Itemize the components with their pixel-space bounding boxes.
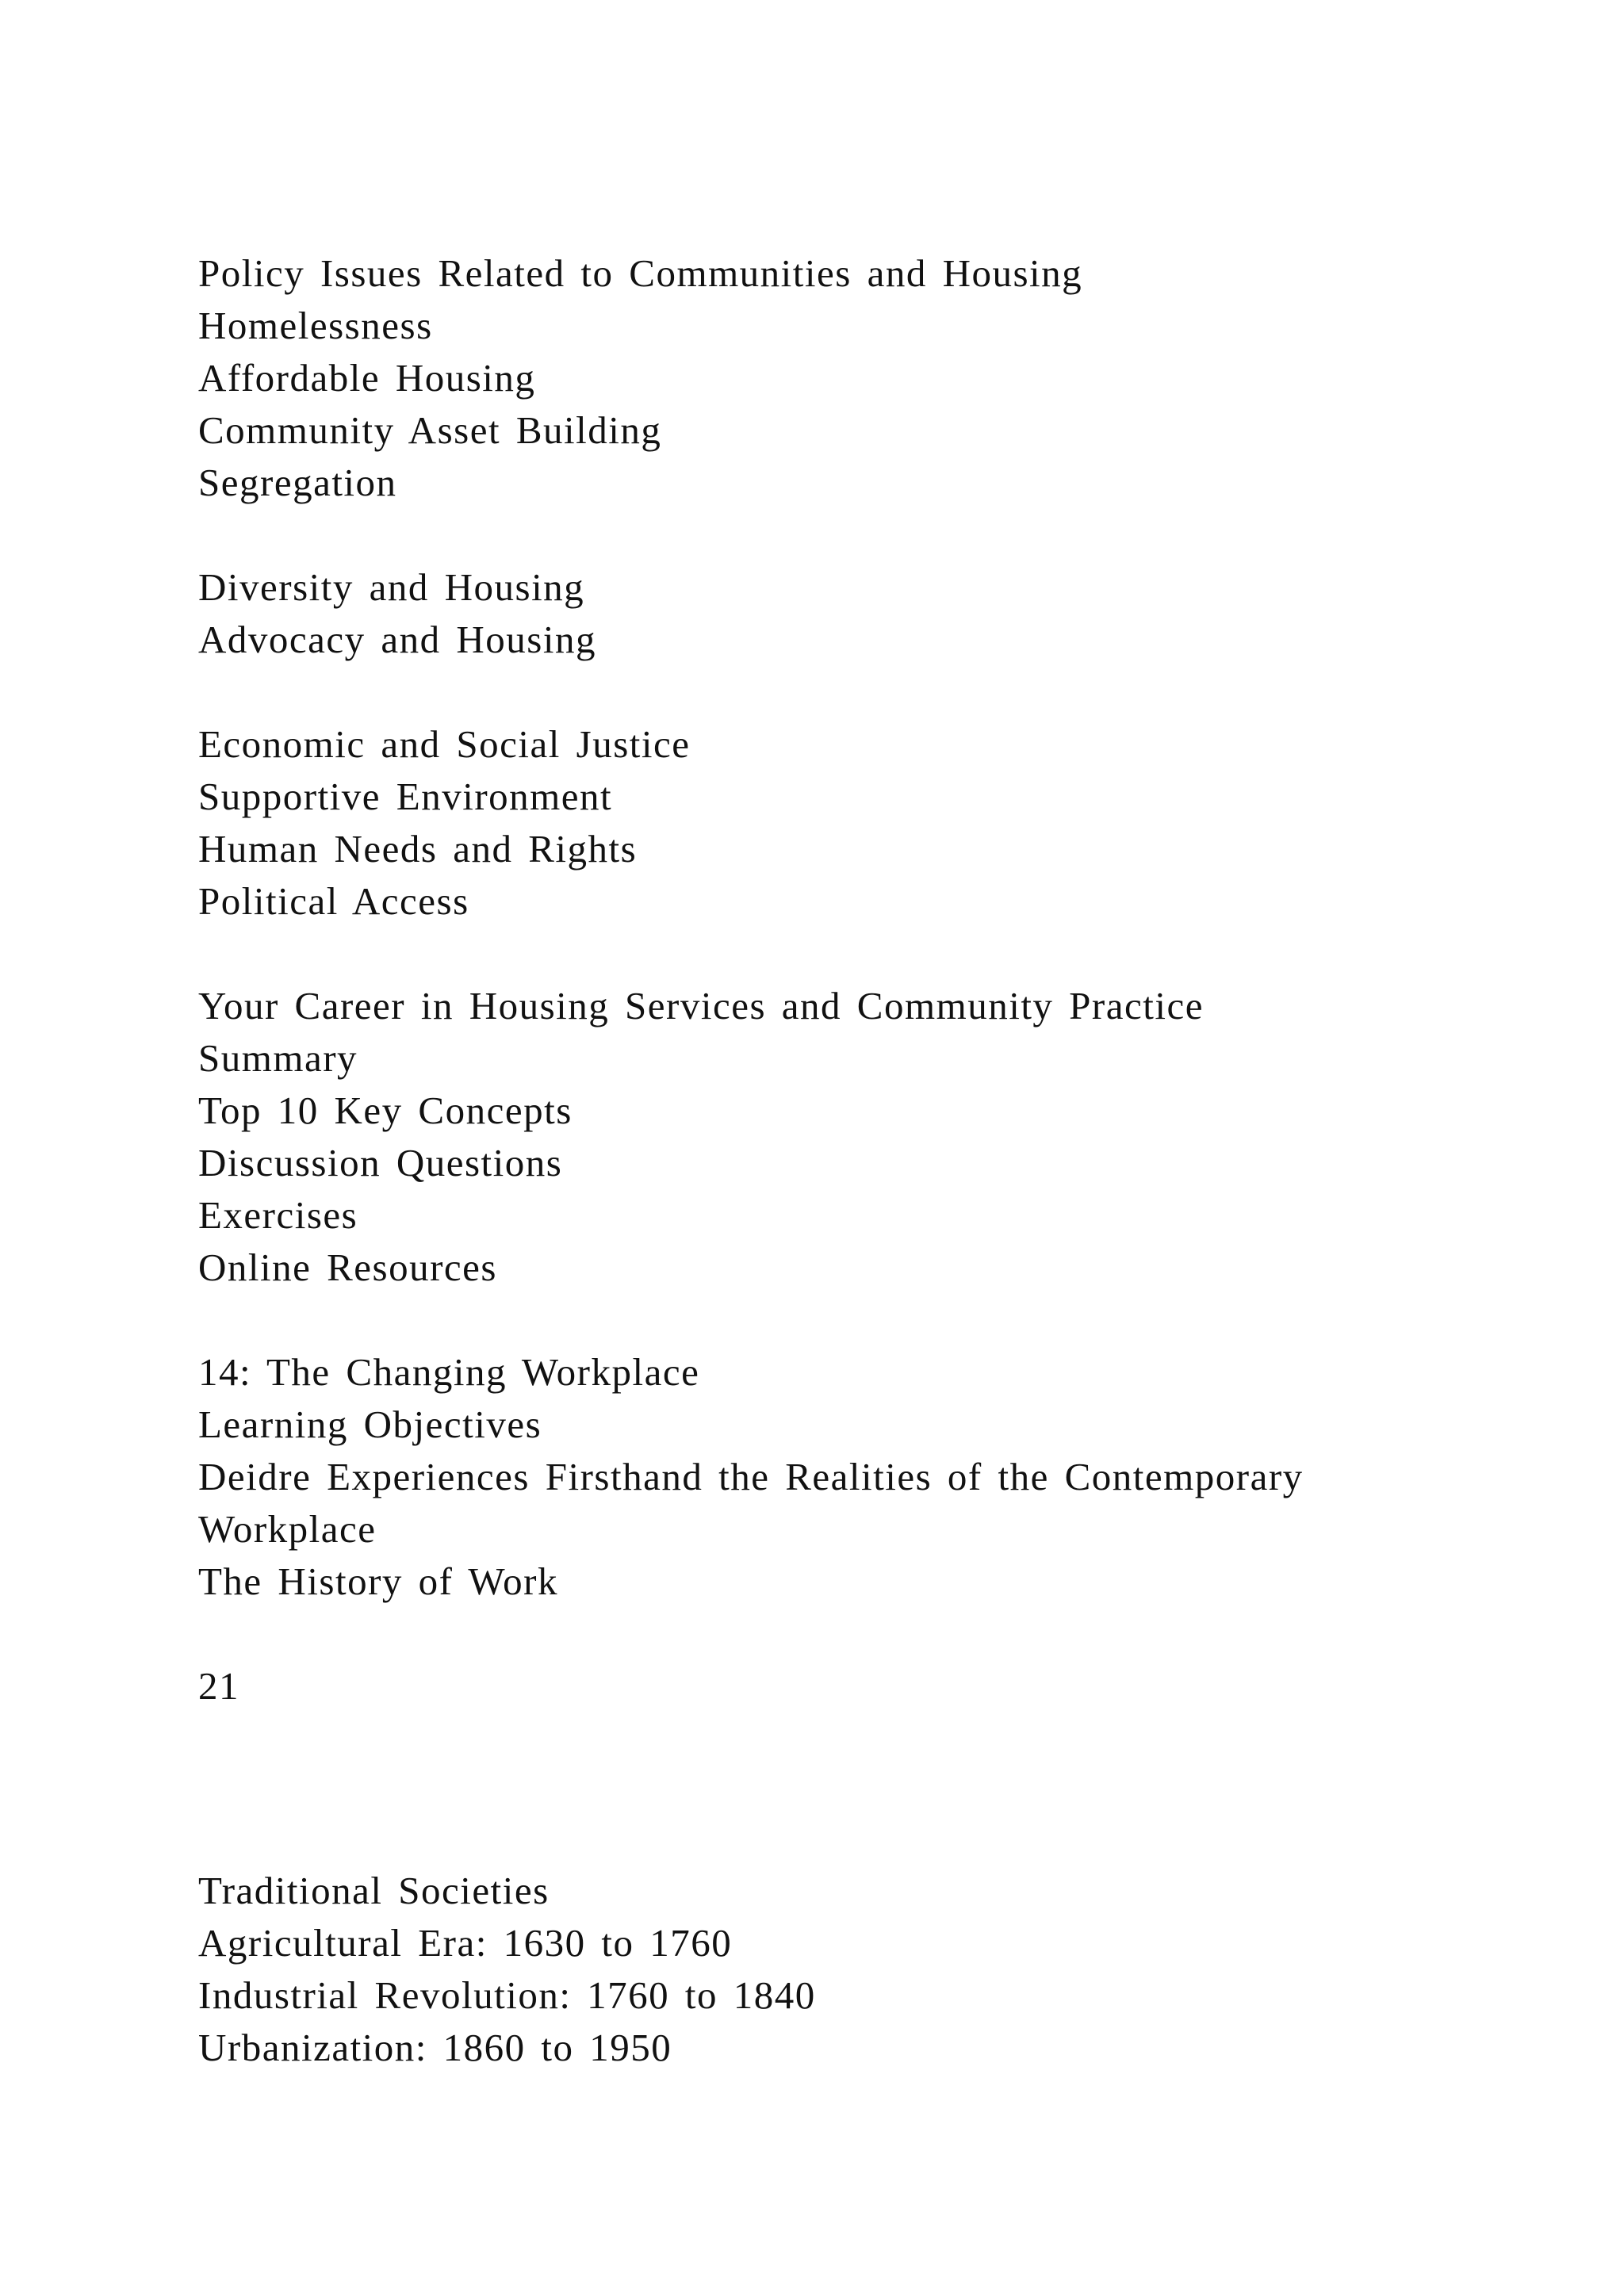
- list-item: Exercises: [198, 1193, 358, 1237]
- list-item: Your Career in Housing Services and Community Practice: [198, 984, 1204, 1027]
- list-item: Urbanization: 1860 to 1950: [198, 2026, 672, 2069]
- list-item: Diversity and Housing: [198, 565, 585, 609]
- list-item: Workplace: [198, 1507, 377, 1551]
- list-item: Deidre Experiences Firsthand the Realities of the Contemporary: [198, 1455, 1304, 1498]
- chapter-heading: 14: The Changing Workplace: [198, 1350, 700, 1394]
- list-item: Human Needs and Rights: [198, 827, 638, 871]
- list-item: Political Access: [198, 879, 469, 923]
- list-item: Discussion Questions: [198, 1141, 563, 1184]
- page-number: 21: [198, 1664, 239, 1708]
- list-item: Summary: [198, 1036, 358, 1080]
- list-item: Traditional Societies: [198, 1869, 550, 1912]
- list-item: Affordable Housing: [198, 356, 536, 400]
- blank-line: [198, 928, 1546, 980]
- list-item: Community Asset Building: [198, 408, 662, 452]
- list-item: Supportive Environment: [198, 775, 613, 818]
- list-item: Policy Issues Related to Communities and Housing: [198, 251, 1083, 295]
- contents-list-bottom: [198, 1865, 1546, 2074]
- contents-list-top: [198, 247, 1546, 1712]
- list-item: Learning Objectives: [198, 1402, 542, 1446]
- list-item: Agricultural Era: 1630 to 1760: [198, 1921, 733, 1965]
- list-item: Segregation: [198, 461, 397, 504]
- list-item: Economic and Social Justice: [198, 722, 691, 766]
- list-item: Homelessness: [198, 304, 433, 347]
- list-item: Top 10 Key Concepts: [198, 1089, 573, 1132]
- list-item: The History of Work: [198, 1559, 559, 1603]
- list-item: Advocacy and Housing: [198, 618, 596, 661]
- blank-line: [198, 509, 1546, 561]
- blank-line: [198, 666, 1546, 718]
- list-item: Industrial Revolution: 1760 to 1840: [198, 1973, 816, 2017]
- blank-line: [198, 1294, 1546, 1346]
- list-item: Online Resources: [198, 1246, 497, 1289]
- blank-line: [198, 1608, 1546, 1660]
